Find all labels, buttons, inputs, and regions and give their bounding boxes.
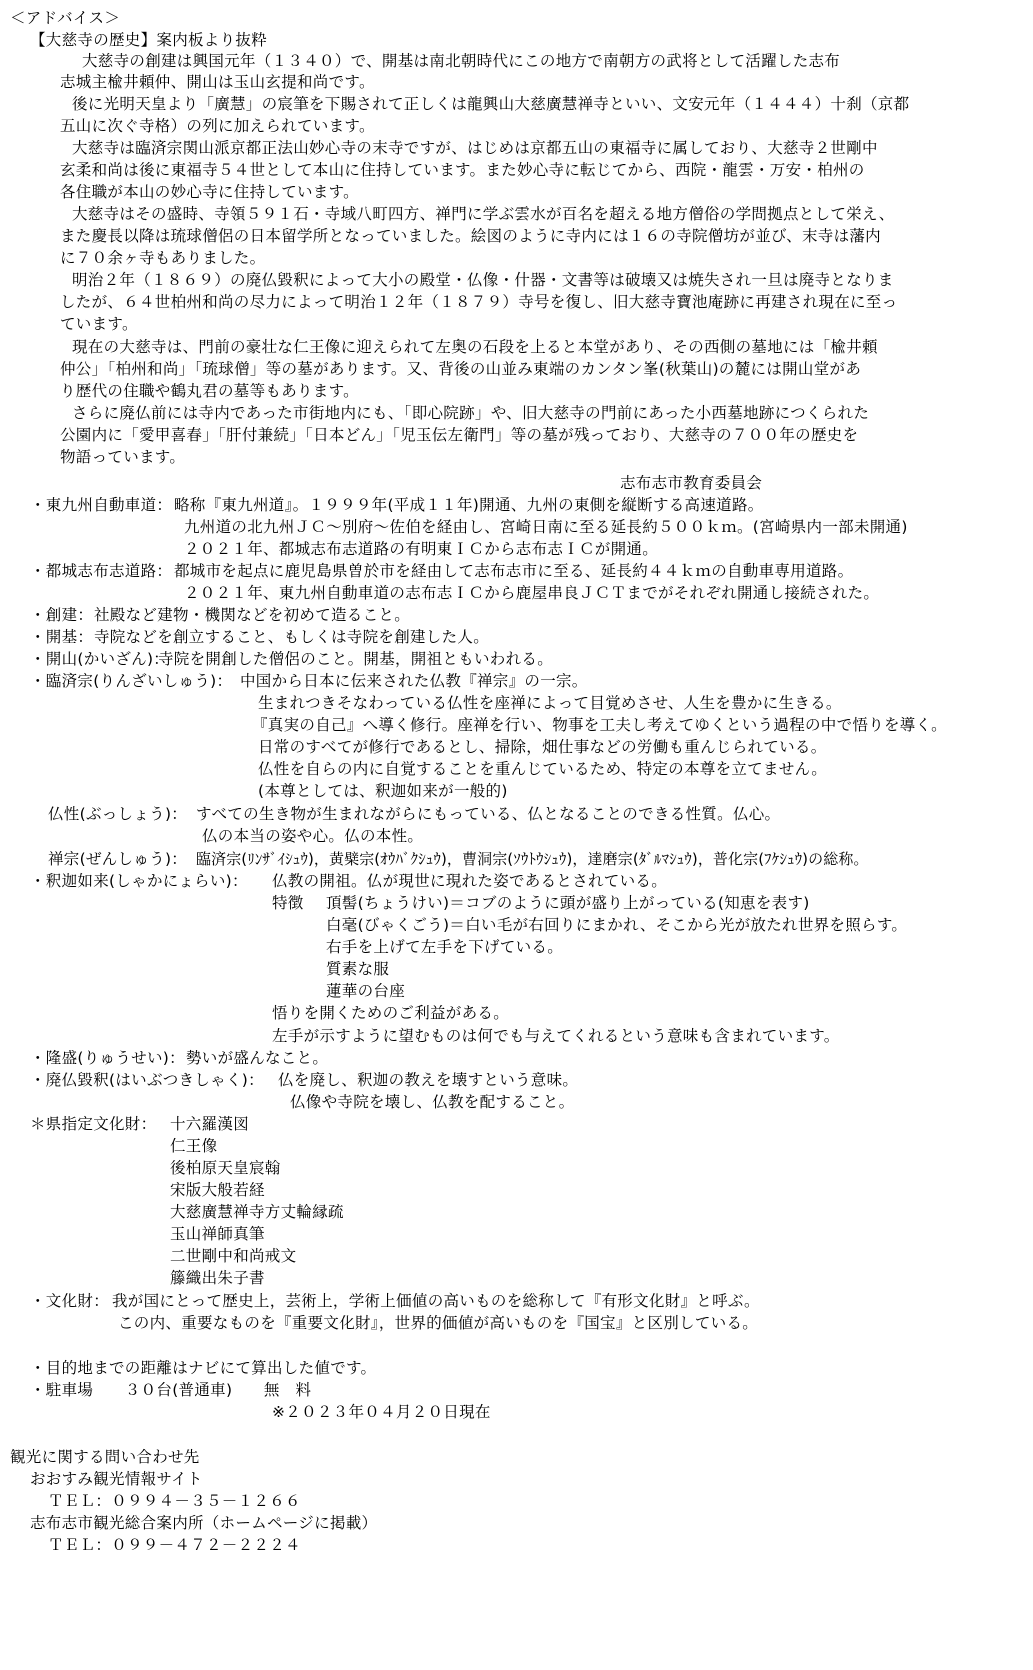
glossary-definition: ２０２１年、都城志布志道路の有明東ＩＣから志布志ＩＣが開通。 — [184, 540, 659, 558]
list-item: 大慈廣慧禅寺方丈輪縁疏 — [170, 1203, 344, 1221]
signature: 志布志市教育委員会 — [620, 474, 763, 492]
list-item: 仁王像 — [170, 1137, 218, 1155]
contact-org-2: 志布志市観光総合案内所（ホームページに掲載） — [30, 1514, 378, 1532]
glossary-definition: 『真実の自己』へ導く修行。座禅を行い、物事を工夫し考えてゆくという過程の中で悟りを導く。 — [252, 716, 947, 734]
contact-tel-2: ＴＥＬ：０９９－４７２－２２２４ — [48, 1536, 301, 1554]
glossary-term: ・創建： — [30, 606, 94, 624]
glossary-term: ・隆盛(りゅうせい)： — [30, 1049, 185, 1067]
paragraph-line: 現在の大慈寺は、門前の豪壮な仁王像に迎えられて左奥の石段を上ると本堂があり、その西側の墓地には「楡井頼 — [72, 338, 878, 356]
glossary-definition: この内、重要なものを『重要文化財』，世界的価値が高いものを『国宝』と区別している。 — [118, 1314, 759, 1332]
paragraph-line: 五山に次ぐ寺格）の列に加えられています。 — [60, 117, 375, 135]
paragraph-line: 明治２年（１８６９）の廃仏毀釈によって大小の殿堂・仏像・什器・文書等は破壊又は焼失され一旦は廃寺となりま — [72, 271, 894, 289]
paragraph-line: 後に光明天皇より「廣慧」の宸筆を下賜されて正しくは龍興山大慈廣慧禅寺といい、文安元年（１４４４）十刹（京都 — [72, 95, 910, 113]
glossary-term: 特徴 — [272, 894, 304, 912]
glossary-term: ・東九州自動車道： — [30, 496, 173, 514]
list-item: 籐織出朱子書 — [170, 1269, 265, 1287]
paragraph-line: 大慈寺の創建は興国元年（１３４０）で、開基は南北朝時代にこの地方で南朝方の武将として活躍した志布 — [82, 52, 841, 70]
paragraph-line: 各住職が本山の妙心寺に住持しています。 — [60, 183, 359, 201]
glossary-definition: ２０２１年、東九州自動車道の志布志ＩＣから鹿屋串良ＪＣＴまでがそれぞれ開通し接続された。 — [184, 584, 880, 602]
list-item: 二世剛中和尚戒文 — [170, 1247, 297, 1265]
contact-org-1: おおすみ観光情報サイト — [30, 1470, 203, 1488]
glossary-definition: 頂髻(ちょうけい)＝コブのように頭が盛り上がっている(知恵を表す) — [326, 894, 810, 912]
glossary-term: ・釈迦如来(しゃかにょらい)： — [30, 872, 248, 890]
glossary-definition: 略称『東九州道』。１９９９年(平成１１年)開通、九州の東側を縦断する高速道路。 — [174, 496, 764, 514]
contact-tel-1: ＴＥＬ：０９９４－３５－１２６６ — [48, 1492, 301, 1510]
glossary-definition: 仏像や寺院を壊し、仏教を配すること。 — [290, 1093, 575, 1111]
list-item: 後柏原天皇宸翰 — [170, 1159, 281, 1177]
glossary-term: ・臨済宗(りんざいしゅう)： — [30, 672, 233, 690]
paragraph-line: ています。 — [60, 315, 138, 333]
history-heading: 【大慈寺の歴史】案内板より抜粋 — [30, 31, 268, 49]
glossary-definition: すべての生き物が生まれながらにもっている、仏となることのできる性質。仏心。 — [196, 805, 781, 823]
as-of-date: ※２０２３年０４月２０日現在 — [272, 1403, 491, 1421]
glossary-term: ・都城志布志道路： — [30, 562, 173, 580]
glossary-definition: 日常のすべてが修行であるとし、掃除，畑仕事などの労働も重んじられている。 — [258, 738, 827, 756]
paragraph-line: 玄柔和尚は後に東福寺５４世として本山に住持しています。また妙心寺に転じてから、西院・龍雲・万安・柏州の — [60, 161, 865, 179]
glossary-definition: 仏教の開祖。仏が現世に現れた姿であるとされている。 — [272, 872, 668, 890]
glossary-term: ・文化財： — [30, 1292, 110, 1310]
paragraph-line: さらに廃仏前には寺内であった市街地内にも、「即心院跡」や、旧大慈寺の門前にあった小西墓地跡につくられた — [72, 404, 870, 422]
glossary-definition: 悟りを開くためのご利益がある。 — [272, 1004, 510, 1022]
glossary-definition: 質素な服 — [326, 960, 390, 978]
glossary-definition: 寺院などを創立すること、もしくは寺院を創建した人。 — [94, 628, 490, 646]
paragraph-line: 仲公」「柏州和尚」「琉球僧」等の墓があります。又、背後の山並み東端のカンタン峯(秋葉山)の麓には開山堂があ — [60, 360, 862, 378]
distance-note: ・目的地までの距離はナビにて算出した値です。 — [30, 1359, 377, 1377]
glossary-definition: 九州道の北九州ＪＣ～別府～佐伯を経由し、宮崎日南に至る延長約５００ｋｍ。(宮崎県内一部未開通) — [184, 518, 908, 536]
glossary-definition: 白毫(びゃくごう)＝白い毛が右回りにまかれ、そこから光が放たれ世界を照らす。 — [326, 916, 908, 934]
paragraph-line: 物語っています。 — [60, 448, 186, 466]
glossary-definition: 臨済宗(ﾘﾝｻﾞｲｼｭｳ)，黄檗宗(ｵｳﾊﾞｸｼｭｳ)，曹洞宗(ｿｳﾄｳｼｭｳ)，達磨宗(ﾀﾞﾙﾏｼｭｳ)，普化宗(ﾌｹｼｭｳ)の総称。 — [196, 850, 869, 868]
paragraph-line: に７０余ヶ寺もありました。 — [60, 249, 266, 267]
glossary-definition: 蓮華の台座 — [326, 982, 406, 1000]
glossary-definition: 社殿など建物・機関などを初めて造ること。 — [94, 606, 411, 624]
list-item: 十六羅漢図 — [170, 1115, 250, 1133]
glossary-definition: 左手が示すように望むものは何でも与えてくれるという意味も含まれています。 — [272, 1027, 840, 1045]
glossary-definition: 仏の本当の姿や心。仏の本性。 — [202, 827, 424, 845]
contact-heading: 観光に関する問い合わせ先 — [10, 1448, 200, 1466]
paragraph-line: したが、６４世柏州和尚の尽力によって明治１２年（１８７９）寺号を復し、旧大慈寺寶池庵跡に再建され現在に至っ — [60, 293, 898, 311]
paragraph-line: 志城主楡井頼仲、開山は玉山玄提和尚です。 — [60, 73, 375, 91]
glossary-term: ＊県指定文化財： — [30, 1115, 157, 1133]
glossary-definition: 仏性を自らの内に自覚することを重んじているため、特定の本尊を立てません。 — [258, 760, 828, 778]
list-item: 玉山禅師真筆 — [170, 1225, 265, 1243]
advice-heading: ＜アドバイス＞ — [10, 9, 121, 27]
glossary-definition: 寺院を開創した僧侶のこと。開基，開祖ともいわれる。 — [158, 650, 554, 668]
glossary-definition: 我が国にとって歴史上，芸術上，学術上価値の高いものを総称して『有形文化財』と呼ぶ。 — [112, 1292, 760, 1310]
glossary-definition: 勢いが盛んなこと。 — [186, 1049, 329, 1067]
glossary-definition: 都城市を起点に鹿児島県曽於市を経由して志布志市に至る、延長約４４ｋｍの自動車専用道路。 — [174, 562, 854, 580]
glossary-term: 禅宗(ぜんしゅう)： — [48, 850, 188, 868]
glossary-term: ・廃仏毀釈(はいぶつきしゃく)： — [30, 1071, 264, 1089]
paragraph-line: また慶長以降は琉球僧侶の日本留学所となっていました。絵図のように寺内には１６の寺院僧坊が並び、末寺は藩内 — [60, 227, 881, 245]
glossary-definition: (本尊としては、釈迦如来が一般的) — [258, 782, 508, 800]
list-item: 宋版大般若経 — [170, 1181, 265, 1199]
glossary-definition: 仏を廃し、釈迦の教えを壊すという意味。 — [278, 1071, 579, 1089]
glossary-definition: 右手を上げて左手を下げている。 — [326, 938, 564, 956]
paragraph-line: 公園内に「愛甲喜春」「肝付兼続」「日本どん」「児玉伝左衛門」等の墓が残っており、大慈寺の７００年の歴史を — [60, 426, 859, 444]
glossary-definition: 中国から日本に伝来された仏教『禅宗』の一宗。 — [240, 672, 588, 690]
glossary-definition: 生まれつきそなわっている仏性を座禅によって目覚めさせ、人生を豊かに生きる。 — [258, 694, 842, 712]
paragraph-line: 大慈寺は臨済宗関山派京都正法山妙心寺の末寺ですが、はじめは京都五山の東福寺に属しており、大慈寺２世剛中 — [72, 139, 878, 157]
glossary-term: ・開山(かいざん)： — [30, 650, 170, 668]
parking-note: ・駐車場 ３０台(普通車) 無 料 — [30, 1381, 312, 1399]
paragraph-line: 大慈寺はその盛時、寺領５９１石・寺域八町四方、禅門に学ぶ雲水が百名を超える地方僧俗の学問拠点として栄え、 — [72, 205, 895, 223]
paragraph-line: り歴代の住職や鶴丸君の墓等もあります。 — [60, 382, 359, 400]
glossary-term: 仏性(ぶっしょう)： — [48, 805, 188, 823]
glossary-term: ・開基： — [30, 628, 94, 646]
